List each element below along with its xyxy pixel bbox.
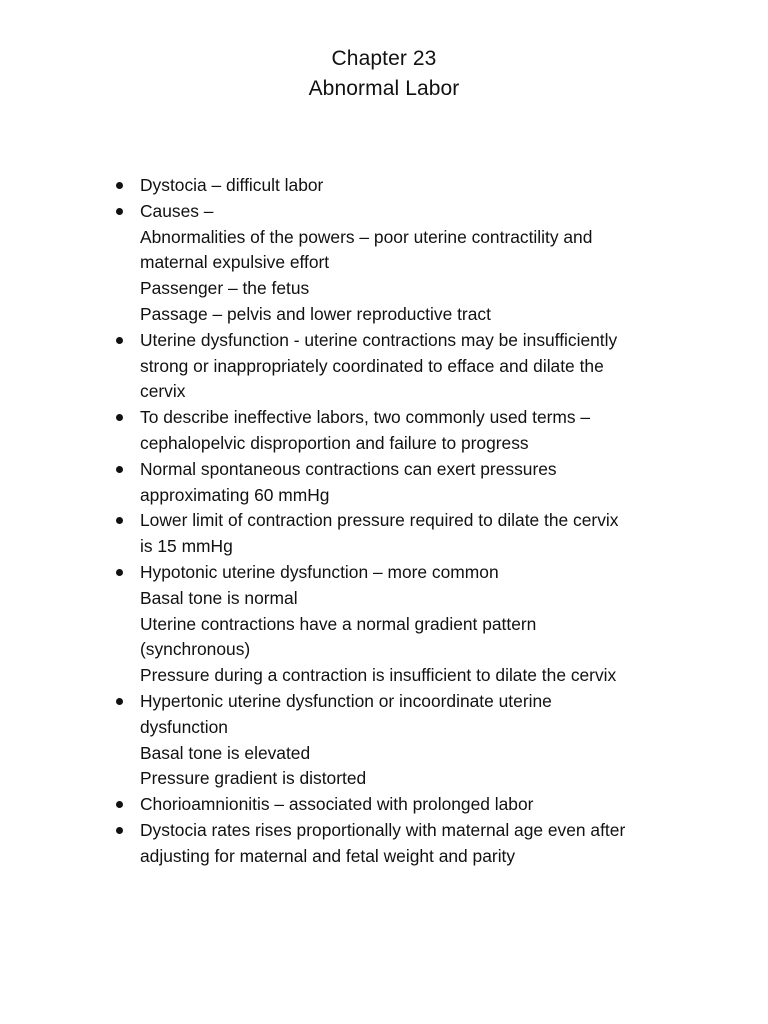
bullet-item xyxy=(113,199,693,328)
bullet-text-line: maternal expulsive effort xyxy=(140,252,330,273)
bullet-text-line: Passage – pelvis and lower reproductive tract xyxy=(140,303,491,324)
bullet-text-line: Normal spontaneous contractions can exert pressures xyxy=(140,458,557,479)
bullet-list xyxy=(113,173,693,870)
bullet-text-line: Chorioamnionitis – associated with prolonged labor xyxy=(140,794,534,815)
bullet-item xyxy=(113,173,693,199)
bullet-text-line: To describe ineffective labors, two commonly used terms – xyxy=(140,407,591,428)
bullet-text-line: Basal tone is normal xyxy=(140,587,298,608)
bullet-text-line: strong or inappropriately coordinated to efface and dilate the xyxy=(140,355,604,376)
bullet-text-line: (synchronous) xyxy=(140,639,251,660)
bullet-item xyxy=(113,560,693,689)
bullet-text-line: cervix xyxy=(140,381,186,402)
bullet-dot-icon xyxy=(116,414,123,421)
bullet-text-line: Dystocia rates rises proportionally with maternal age even after xyxy=(140,819,626,840)
bullet-text-line: Dystocia – difficult labor xyxy=(140,175,324,195)
bullet-dot-icon xyxy=(116,337,123,344)
bullet-dot-icon xyxy=(116,517,123,524)
bullet-dot-icon xyxy=(116,208,123,215)
bullet-dot-icon xyxy=(116,182,123,189)
bullet-item xyxy=(113,792,693,818)
bullet-dot-icon xyxy=(116,698,123,705)
bullet-text-line: Pressure during a contraction is insufficient to dilate the cervix xyxy=(140,665,617,686)
bullet-item xyxy=(113,818,693,870)
bullet-item xyxy=(113,689,693,792)
bullet-text-line: approximating 60 mmHg xyxy=(140,484,330,505)
bullet-text-line: Hypertonic uterine dysfunction or incoordinate uterine xyxy=(140,690,552,711)
bullet-text-line: dysfunction xyxy=(140,716,228,737)
bullet-text-line: cephalopelvic disproportion and failure to progress xyxy=(140,432,529,453)
bullet-text-line: Uterine contractions have a normal gradient pattern xyxy=(140,613,537,634)
bullet-text-line: Basal tone is elevated xyxy=(140,742,311,763)
bullet-item xyxy=(113,457,693,509)
bullet-text-line: Passenger – the fetus xyxy=(140,278,310,299)
bullet-text-line: is 15 mmHg xyxy=(140,536,233,557)
bullet-text-line: Lower limit of contraction pressure required to dilate the cervix xyxy=(140,510,619,531)
bullet-text-line: Hypotonic uterine dysfunction – more common xyxy=(140,561,499,582)
bullet-dot-icon xyxy=(116,801,123,808)
bullet-text-line: Causes – xyxy=(140,200,214,221)
bullet-text-line: adjusting for maternal and fetal weight and parity xyxy=(140,845,516,866)
bullet-item xyxy=(113,328,693,405)
title-block xyxy=(0,44,768,104)
bullet-dot-icon xyxy=(116,466,123,473)
chapter-subtitle: Abnormal Labor xyxy=(308,77,460,100)
bullet-item xyxy=(113,508,693,560)
bullet-item xyxy=(113,405,693,457)
bullet-dot-icon xyxy=(116,827,123,834)
bullet-dot-icon xyxy=(116,569,123,576)
bullet-text-line: Uterine dysfunction - uterine contractions may be insufficiently xyxy=(140,329,618,350)
bullet-text-line: Pressure gradient is distorted xyxy=(140,768,367,789)
bullet-text-line: Abnormalities of the powers – poor uterine contractility and xyxy=(140,226,593,247)
chapter-title: Chapter 23 xyxy=(331,47,437,70)
